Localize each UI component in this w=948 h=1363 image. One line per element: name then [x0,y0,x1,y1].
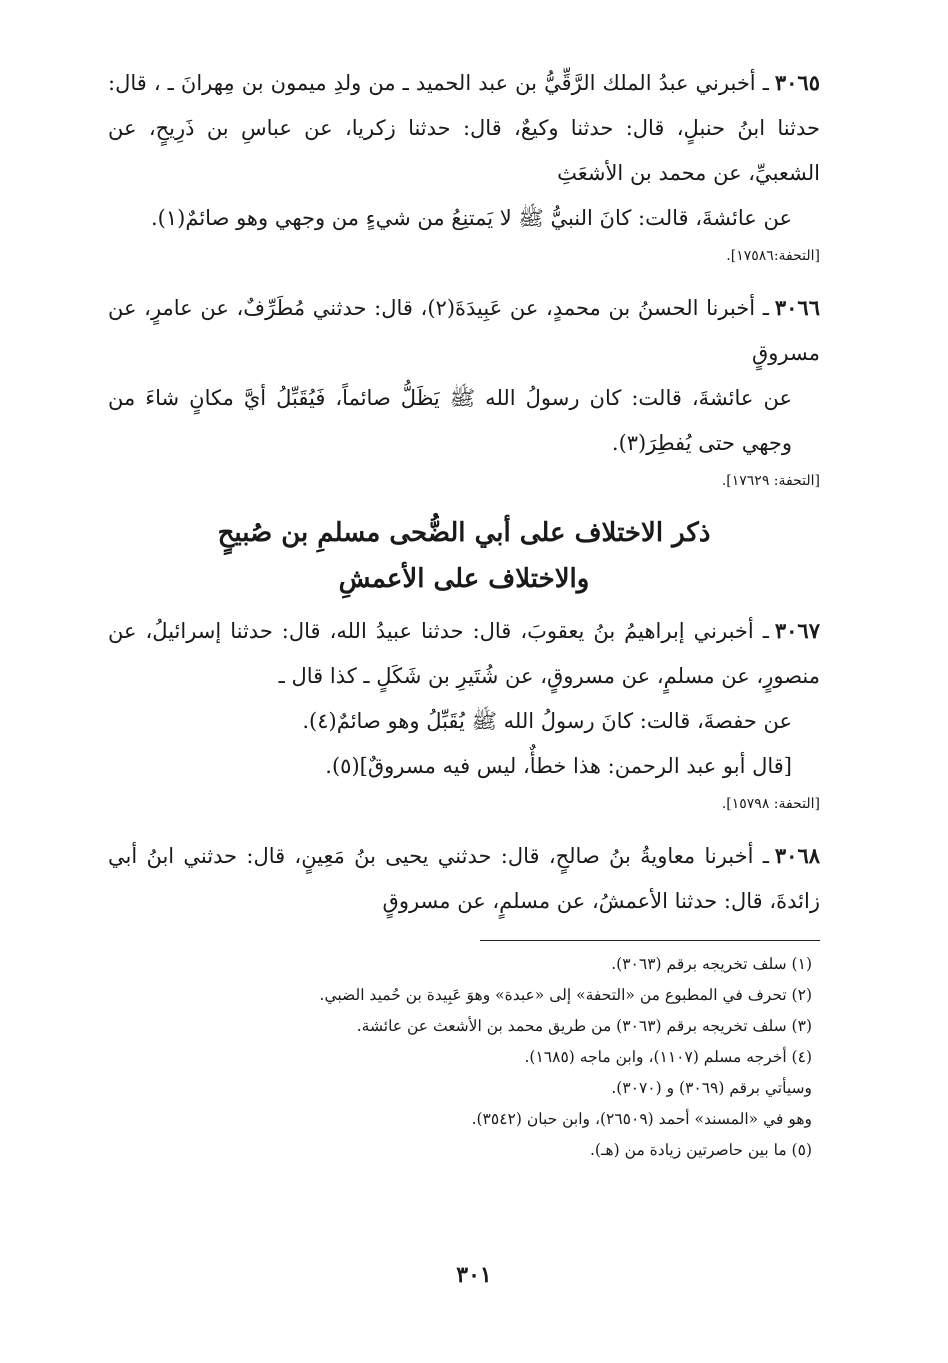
hadith-3067-isnad [108,608,820,699]
hadith-3066-isnad [108,285,820,376]
hadith-number: ٣٠٦٨ [774,843,821,868]
footnotes-divider [480,940,820,941]
hadith-number: ٣٠٦٦ [774,295,820,320]
footnote: (٣) سلف تخريجه برقم (٣٠٦٣) من طريق محمد بن الأشعث عن عائشة. [356,1017,812,1035]
section-heading-line2: والاختلاف على الأعمشِ [338,564,590,594]
isnad-text: ـ أخبرنا معاويةُ بنُ صالحٍ، قال: حدثني يحيى بنُ مَعِينٍ، قال: حدثني ابنُ أبي زائدةَ، قال: حدثنا الأعمشُ، عن مسلمٍ، عن مسروقٍ [108,844,820,913]
hadith-3067-note: [قال أبو عبد الرحمن: هذا خطأٌ، ليس فيه مسروقٌ](٥). [325,754,792,778]
isnad-text: ـ أخبرنا الحسنُ بن محمدٍ، عن عَبِيدَةَ(٢)، قال: حدثني مُطَرِّفٌ، عن عامرٍ، عن مسروقٍ [108,296,820,365]
footnote: (١) سلف تخريجه برقم (٣٠٦٣). [611,955,812,973]
footnote: وسيأتي برقم (٣٠٦٩) و (٣٠٧٠). [611,1079,812,1097]
footnotes [108,949,820,1166]
hadith-3065-matn: عن عائشةَ، قالت: كانَ النبيُّ ﷺ لا يَمتنِعُ من شيءٍ من وجهي وهو صائمٌ(١). [151,206,792,230]
footnote: (٢) تحرف في المطبوع من «التحفة» إلى «عبدة» وهوَ عَبِيدة بن حُميد الضبي. [319,986,812,1004]
hadith-3066-matn: عن عائشةَ، قالت: كان رسولُ الله ﷺ يَظَلُّ صائماً، فَيُقَبِّلُ أيَّ مكانٍ شاءَ من وجهي حتى يُفطِرَ(٣). [108,386,792,455]
tuhfa-reference: [التحفة: ١٥٧٩٨]. [721,796,820,812]
footnote: وهو في «المسند» أحمد (٢٦٥٠٩)، وابن حبان (٣٥٤٢). [471,1110,812,1128]
hadith-3067-matn: عن حفصةَ، قالت: كانَ رسولُ الله ﷺ يُقَبِّلُ وهو صائمٌ(٤). [302,709,792,733]
tuhfa-reference: [التحفة: ١٧٦٢٩]. [721,473,820,489]
isnad-text: ـ أخبرني إبراهيمُ بنُ يعقوبَ، قال: حدثنا عبيدُ الله، قال: حدثنا إسرائيلُ، عن منصورٍ، عن مسلمٍ، عن مسروقٍ، عن شُتَيرِ بن شَكَلٍ ـ كذا قال ـ [108,619,820,688]
footnote: (٥) ما بين حاصرتين زيادة من (هـ). [589,1141,812,1159]
hadith-3068-isnad [108,833,820,924]
hadith-3065-isnad [108,60,820,196]
hadith-number: ٣٠٦٥ [774,70,820,95]
isnad-text: ـ أخبرني عبدُ الملك الرَّقِّيُّ بن عبد الحميد ـ من ولدِ ميمون بن مِهرانَ ـ ، قال: حدثنا ابنُ حنبلٍ، قال: حدثنا وكيعٌ، قال: حدثنا زكريا، عن عباسِ بن ذَرِيحٍ، عن الشعبيِّ، عن محمد بن الأشعَثِ [108,71,820,185]
tuhfa-reference: [التحفة:١٧٥٨٦]. [726,248,820,264]
section-heading-line1: ذكر الاختلاف على أبي الضُّحى مسلمِ بن صُبيحٍ [217,518,711,548]
footnote: (٤) أخرجه مسلم (١١٠٧)، وابن ماجه (١٦٨٥). [524,1048,812,1066]
hadith-number: ٣٠٦٧ [774,618,820,643]
page-number: ٣٠١ [456,1262,492,1288]
